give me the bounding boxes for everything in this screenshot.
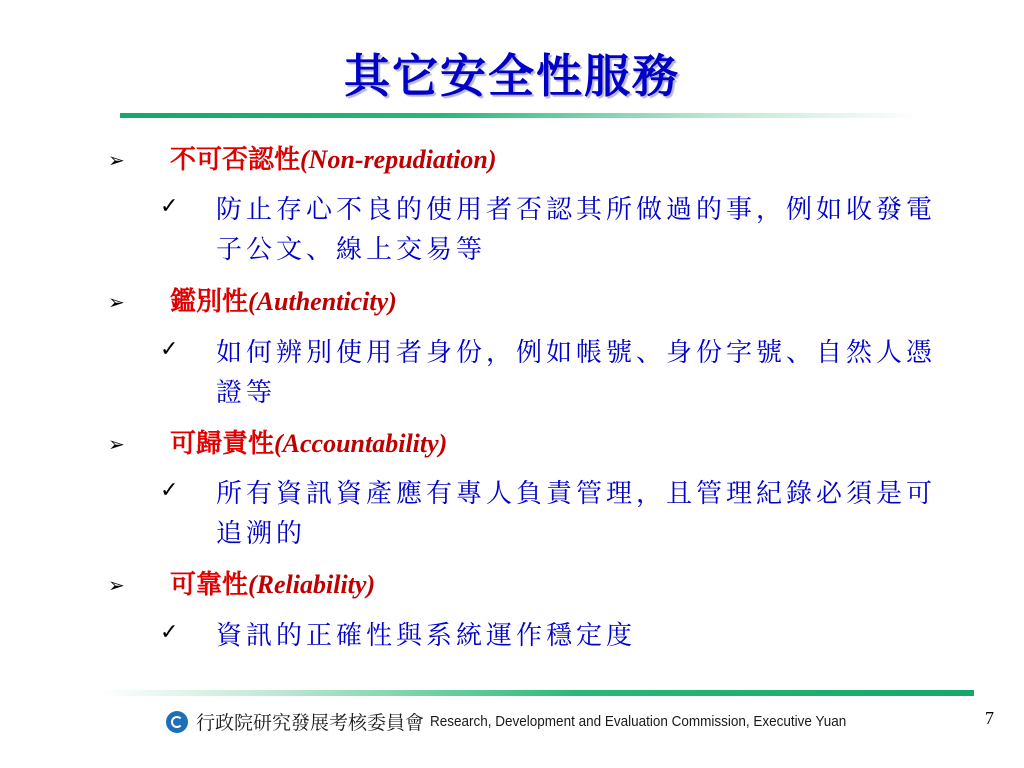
footer-org-english: Research, Development and Evaluation Commission, Executive Yuan [430, 713, 847, 730]
bullet-item [108, 285, 397, 319]
bullet-item [108, 568, 375, 602]
checkmark-icon: ✓ [160, 620, 179, 645]
sub-bullet-text: 防止存心不良的使用者否認其所做過的事，例如收發電子公文、線上交易等 [216, 195, 937, 265]
footer-divider [100, 690, 974, 696]
arrow-bullet-icon: ➢ [108, 290, 125, 314]
sub-bullet-text: 資訊的正確性與系統運作穩定度 [216, 621, 637, 651]
checkmark-icon: ✓ [160, 194, 179, 219]
sub-bullet-text: 如何辨別使用者身份，例如帳號、身份字號、自然人憑證等 [216, 338, 937, 408]
term-english: (Non-repudiation) [300, 145, 497, 174]
bullet-item [108, 143, 496, 177]
arrow-bullet-icon: ➢ [108, 432, 125, 456]
term-chinese: 可歸責性 [170, 429, 275, 459]
term-english: (Accountability) [274, 429, 448, 458]
rdec-logo-icon [166, 711, 188, 733]
term-chinese: 不可否認性 [170, 145, 301, 175]
term-english: (Reliability) [248, 570, 376, 599]
sub-bullet-item [160, 474, 951, 554]
checkmark-icon: ✓ [160, 478, 179, 503]
bullet-item [108, 427, 447, 461]
page-number: 7 [985, 708, 994, 728]
slide-title: 其它安全性服務 [344, 49, 680, 103]
term-chinese: 可靠性 [170, 570, 249, 600]
term-chinese: 鑑別性 [170, 287, 249, 317]
arrow-bullet-icon: ➢ [108, 573, 125, 597]
sub-bullet-text: 所有資訊資產應有專人負責管理，且管理紀錄必須是可追溯的 [216, 479, 937, 549]
sub-bullet-item [160, 333, 951, 413]
sub-bullet-item [160, 616, 951, 656]
footer-org-chinese: 行政院研究發展考核委員會 [196, 712, 425, 734]
sub-bullet-item [160, 190, 951, 270]
checkmark-icon: ✓ [160, 337, 179, 362]
arrow-bullet-icon: ➢ [108, 148, 125, 172]
footer [166, 708, 893, 735]
term-english: (Authenticity) [248, 287, 397, 316]
